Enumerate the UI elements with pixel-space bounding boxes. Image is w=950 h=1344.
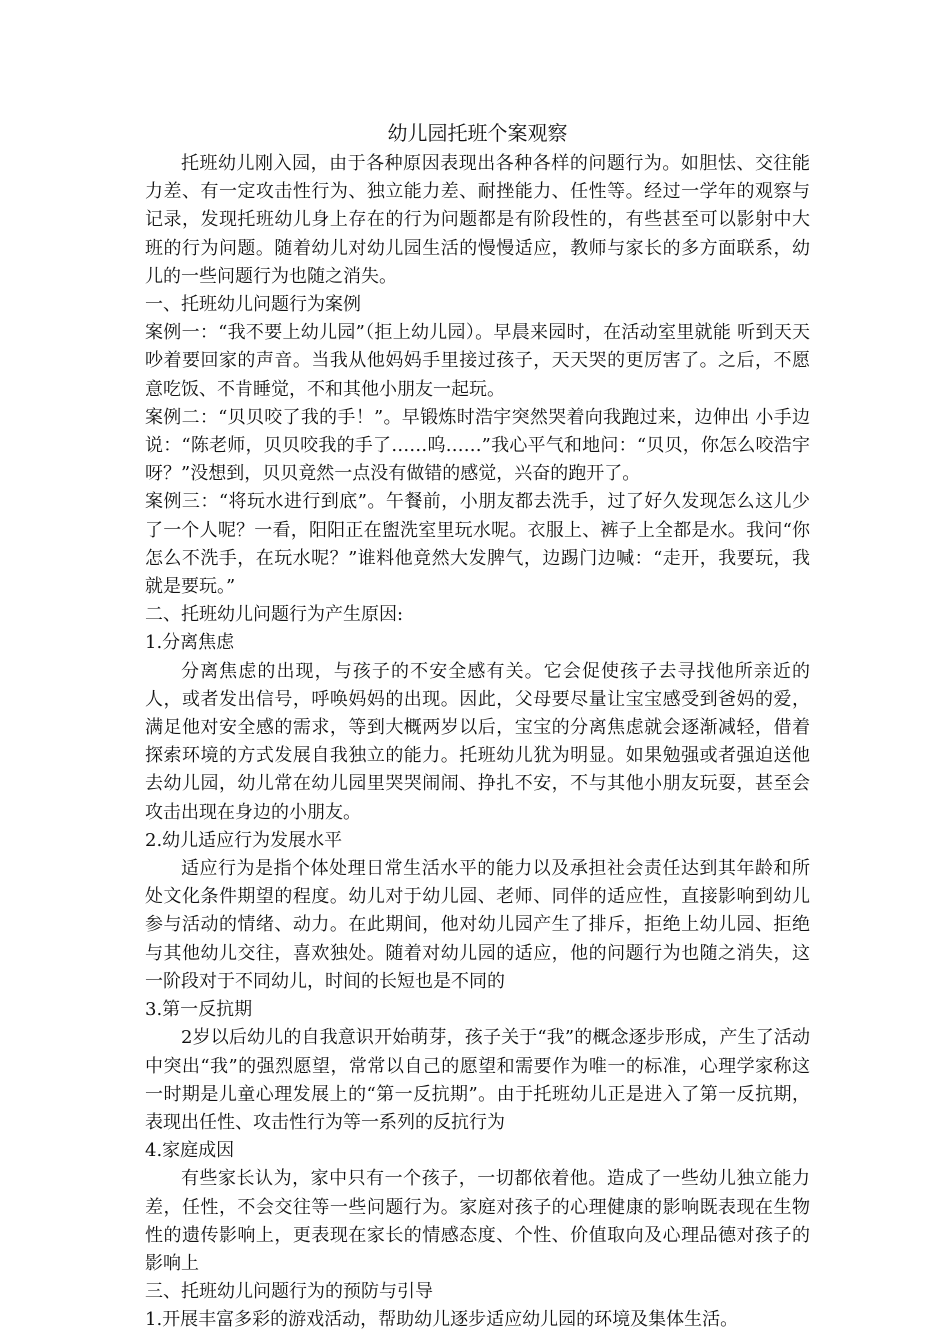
cause1-heading: 1.分离焦虑 [145,632,235,654]
section2-heading: 二、托班幼儿问题行为产生原因: [145,604,404,626]
cause2-paragraph: 适应行为是指个体处理日常生活水平的能力以及承担社会责任达到其年龄和所处文化条件期望的程度。幼儿对于幼儿园、老师、同伴的适应性，直接影响到幼儿参与活动的情绪、动力。在此期间，他对幼儿园产生了排斥，拒绝上幼儿园、拒绝与其他幼儿交往，喜欢独处。随着对幼儿园的适应，他的问题行为也随之消失，这一阶段对于不同幼儿，时间的长短也是不同的 [145,858,810,992]
guidance1-paragraph: 1.开展丰富多彩的游戏活动，帮助幼儿逐步适应幼儿园的环境及集体生活。 [145,1309,739,1331]
case2-paragraph: 案例二：“贝贝咬了我的手！”。早锻炼时浩宇突然哭着向我跑过来，边伸出 小手边说：“陈老师，贝贝咬我的手了……呜……”我心平气和地问：“贝贝，你怎么咬浩宇呀？”没想到，贝贝竟然一点没有做错的感觉，兴奋的跑开了。 [145,406,810,485]
document-title: 幼儿园托班个案观察 [387,121,568,145]
intro-paragraph: 托班幼儿刚入园，由于各种原因表现出各种各样的问题行为。如胆怯、交往能力差、有一定攻击性行为、独立能力差、耐挫能力、任性等。经过一学年的观察与记录，发现托班幼儿身上存在的行为问题都是有阶段性的，有些甚至可以影射中大班的行为问题。随着幼儿对幼儿园生活的慢慢适应，教师与家长的多方面联系，幼儿的一些问题行为也随之消失。 [145,153,810,287]
section3-heading: 三、托班幼儿问题行为的预防与引导 [145,1281,433,1303]
case3-paragraph: 案例三：“将玩水进行到底”。午餐前，小朋友都去洗手，过了好久发现怎么这儿少了一个人呢？一看，阳阳正在盥洗室里玩水呢。衣服上、裤子上全都是水。我问“你怎么不洗手，在玩水呢？”谁料他竟然大发脾气，边踢门边喊：“走开，我要玩，我就是要玩。” [145,491,810,598]
section1-heading: 一、托班幼儿问题行为案例 [145,294,361,316]
cause3-paragraph: 2岁以后幼儿的自我意识开始萌芽，孩子关于“我”的概念逐步形成，产生了活动中突出“我”的强烈愿望，常常以自己的愿望和需要作为唯一的标准，心理学家称这一时期是儿童心理发展上的“第一反抗期”。由于托班幼儿正是进入了第一反抗期，表现出任性、攻击性行为等一系列的反抗行为 [145,1027,810,1133]
cause1-paragraph: 分离焦虑的出现，与孩子的不安全感有关。它会促使孩子去寻找他所亲近的人，或者发出信号，呼唤妈妈的出现。因此，父母要尽量让宝宝感受到爸妈的爱，满足他对安全感的需求，等到大概两岁以后，宝宝的分离焦虑就会逐渐减轻，借着探索环境的方式发展自我独立的能力。托班幼儿犹为明显。如果勉强或者强迫送他去幼儿园，幼儿常在幼儿园里哭哭闹闹、挣扎不安，不与其他小朋友玩耍，甚至会攻击出现在身边的小朋友。 [145,660,810,823]
document-page [145,118,810,1335]
cause3-heading: 3.第一反抗期 [145,999,253,1021]
cause2-heading: 2.幼儿适应行为发展水平 [145,829,343,851]
cause4-heading: 4.家庭成因 [145,1140,235,1162]
case1-paragraph: 案例一：“我不要上幼儿园”（拒上幼儿园）。早晨来园时，在活动室里就能 听到天天吵着要回家的声音。当我从他妈妈手里接过孩子，天天哭的更厉害了。之后，不愿意吃饭、不肯睡觉，不和其他小朋友一起玩。 [145,322,810,400]
cause4-paragraph: 有些家长认为，家中只有一个孩子，一切都依着他。造成了一些幼儿独立能力差，任性，不会交往等一些问题行为。家庭对孩子的心理健康的影响既表现在生物性的遗传影响上，更表现在家长的情感态度、个性、价值取向及心理品德对孩子的影响上 [145,1168,810,1274]
